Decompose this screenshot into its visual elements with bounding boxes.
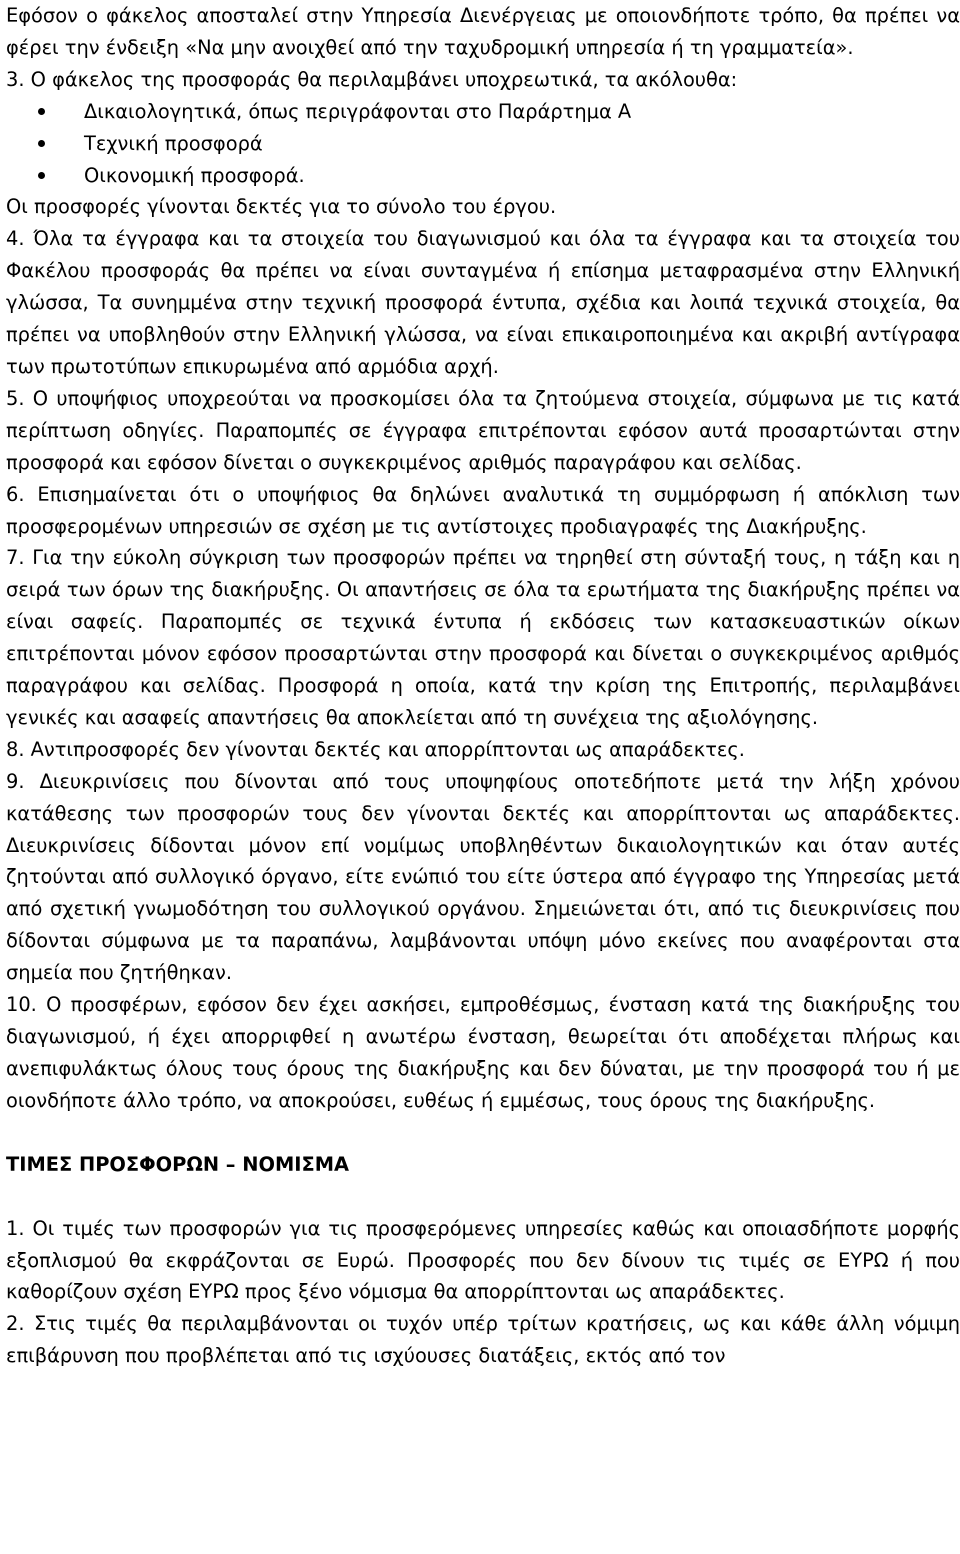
paragraph-10: 10. Ο προσφέρων, εφόσον δεν έχει ασκήσει, εμπροθέσμως, ένσταση κατά της διακήρυξης του διαγωνισμού, ή έχει απορριφθεί η ανωτέρω ένσταση, θεωρείται ότι αποδέχεται πλήρως και ανεπιφυλάκτως όλους τους όρους της διακήρυξης και δεν δύναται, με την προσφορά του ή με οιονδήποτε άλλο τρόπο, να αποκρούσει, ευθέως ή εμμέσως, τους όρους της διακήρυξης. xyxy=(6,993,960,1112)
paragraph-4: 4. Όλα τα έγγραφα και τα στοιχεία του διαγωνισμού και όλα τα έγγραφα και τα στοιχεία του Φακέλου προσφοράς θα πρέπει να είναι συνταγμένα ή επίσημα μεταφρασμένα στην Ελληνική γλώσσα, Τα συνημμένα στην τεχνική προσφορά έντυπα, σχέδια και λοιπά τεχνικά στοιχεία, θα πρέπει να υποβληθούν στην Ελληνική γλώσσα, να είναι επικαιροποιημένα και ακριβή αντίγραφα των πρωτοτύπων επικυρωμένα από αρμόδια αρχή. xyxy=(6,227,960,378)
bullet-list xyxy=(6,96,960,192)
paragraph-6: 6. Επισημαίνεται ότι ο υποψήφιος θα δηλώνει αναλυτικά τη συμμόρφωση ή απόκλιση των προσφερομένων υπηρεσιών σε σχέση με τις αντίστοιχες προδιαγραφές της Διακήρυξης. xyxy=(6,482,960,538)
paragraph-8: 8. Αντιπροσφορές δεν γίνονται δεκτές και απορρίπτονται ως απαράδεκτες. xyxy=(6,737,745,761)
prices-paragraph-2: 2. Στις τιμές θα περιλαμβάνονται οι τυχόν υπέρ τρίτων κρατήσεις, ως και κάθε άλλη νόμιμη επιβάρυνση που προβλέπεται από τις ισχύουσες διατάξεις, εκτός από τον xyxy=(6,1312,960,1368)
bullet-icon xyxy=(38,172,45,179)
list-item: Τεχνική προσφορά xyxy=(6,128,960,160)
paragraph-intro: Εφόσον ο φάκελος αποσταλεί στην Υπηρεσία Διενέργειας με οποιονδήποτε τρόπο, θα πρέπει να φέρει την ένδειξη «Να μην ανοιχθεί από την ταχυδρομική υπηρεσία ή τη γραμματεία». xyxy=(6,4,960,59)
paragraph-3-note: Οι προσφορές γίνονται δεκτές για το σύνολο του έργου. xyxy=(6,195,557,219)
paragraph-3: 3. Ο φάκελος της προσφοράς θα περιλαμβάνει υποχρεωτικά, τα ακόλουθα: xyxy=(6,67,738,91)
list-item: Δικαιολογητικά, όπως περιγράφονται στο Παράρτημα Α xyxy=(6,96,960,128)
section-heading: ΤΙΜΕΣ ΠΡΟΣΦΟΡΩΝ – ΝΟΜΙΣΜΑ xyxy=(6,1152,350,1176)
prices-paragraph-1: 1. Οι τιμές των προσφορών για τις προσφερόμενες υπηρεσίες καθώς και οποιασδήποτε μορφής εξοπλισμού θα εκφράζονται σε Ευρώ. Προσφορές που δεν δίνουν τις τιμές σε ΕΥΡΩ ή που καθορίζουν σχέση ΕΥΡΩ προς ξένο νόμισμα θα απορρίπτονται ως απαράδεκτες. xyxy=(6,1216,960,1304)
paragraph-5: 5. Ο υποψήφιος υποχρεούται να προσκομίσει όλα τα ζητούμενα στοιχεία, σύμφωνα με τις κατά περίπτωση οδηγίες. Παραπομπές σε έγγραφα επιτρέπονται εφόσον αυτά προσαρτώνται στην προσφορά και εφόσον δίνεται ο συγκεκριμένος αριθμός παραγράφου και σελίδας. xyxy=(6,386,960,474)
bullet-icon xyxy=(38,108,45,115)
list-item: Οικονομική προσφορά. xyxy=(6,160,960,192)
paragraph-7: 7. Για την εύκολη σύγκριση των προσφορών πρέπει να τηρηθεί στη σύνταξή τους, η τάξη και η σειρά των όρων της διακήρυξης. Οι απαντήσεις σε όλα τα ερωτήματα της διακήρυξης πρέπει να είναι σαφείς. Παραπομπές σε τεχνικά έντυπα ή εκδόσεις των κατασκευαστικών οίκων επιτρέπονται μόνον εφόσον προσαρτώνται στην προσφορά και δίνεται ο συγκεκριμένος αριθμός παραγράφου και σελίδας. Προσφορά η οποία, κατά την κρίση της Επιτροπής, περιλαμβάνει γενικές και ασαφείς απαντήσεις θα αποκλείεται από τη συνέχεια της αξιολόγησης. xyxy=(6,546,960,729)
bullet-icon xyxy=(38,140,45,147)
paragraph-9: 9. Διευκρινίσεις που δίνονται από τους υποψηφίους οποτεδήποτε μετά την λήξη χρόνου κατάθεσης των προσφορών τους δεν γίνονται δεκτές και απορρίπτονται ως απαράδεκτες. Διευκρινίσεις δίδονται μόνον επί νομίμως υποβληθέντων δικαιολογητικών και όταν αυτές ζητούνται από συλλογικό όργανο, είτε ενώπιό του είτε ύστερα από έγγραφο της Υπηρεσίας μετά από σχετική γνωμοδότηση του συλλογικού οργάνου. Σημειώνεται ότι, από τις διευκρινίσεις που δίδονται σύμφωνα με τα παραπάνω, λαμβάνονται υπόψη μόνο εκείνες που αναφέρονται στα σημεία που ζητήθηκαν. xyxy=(6,769,960,985)
